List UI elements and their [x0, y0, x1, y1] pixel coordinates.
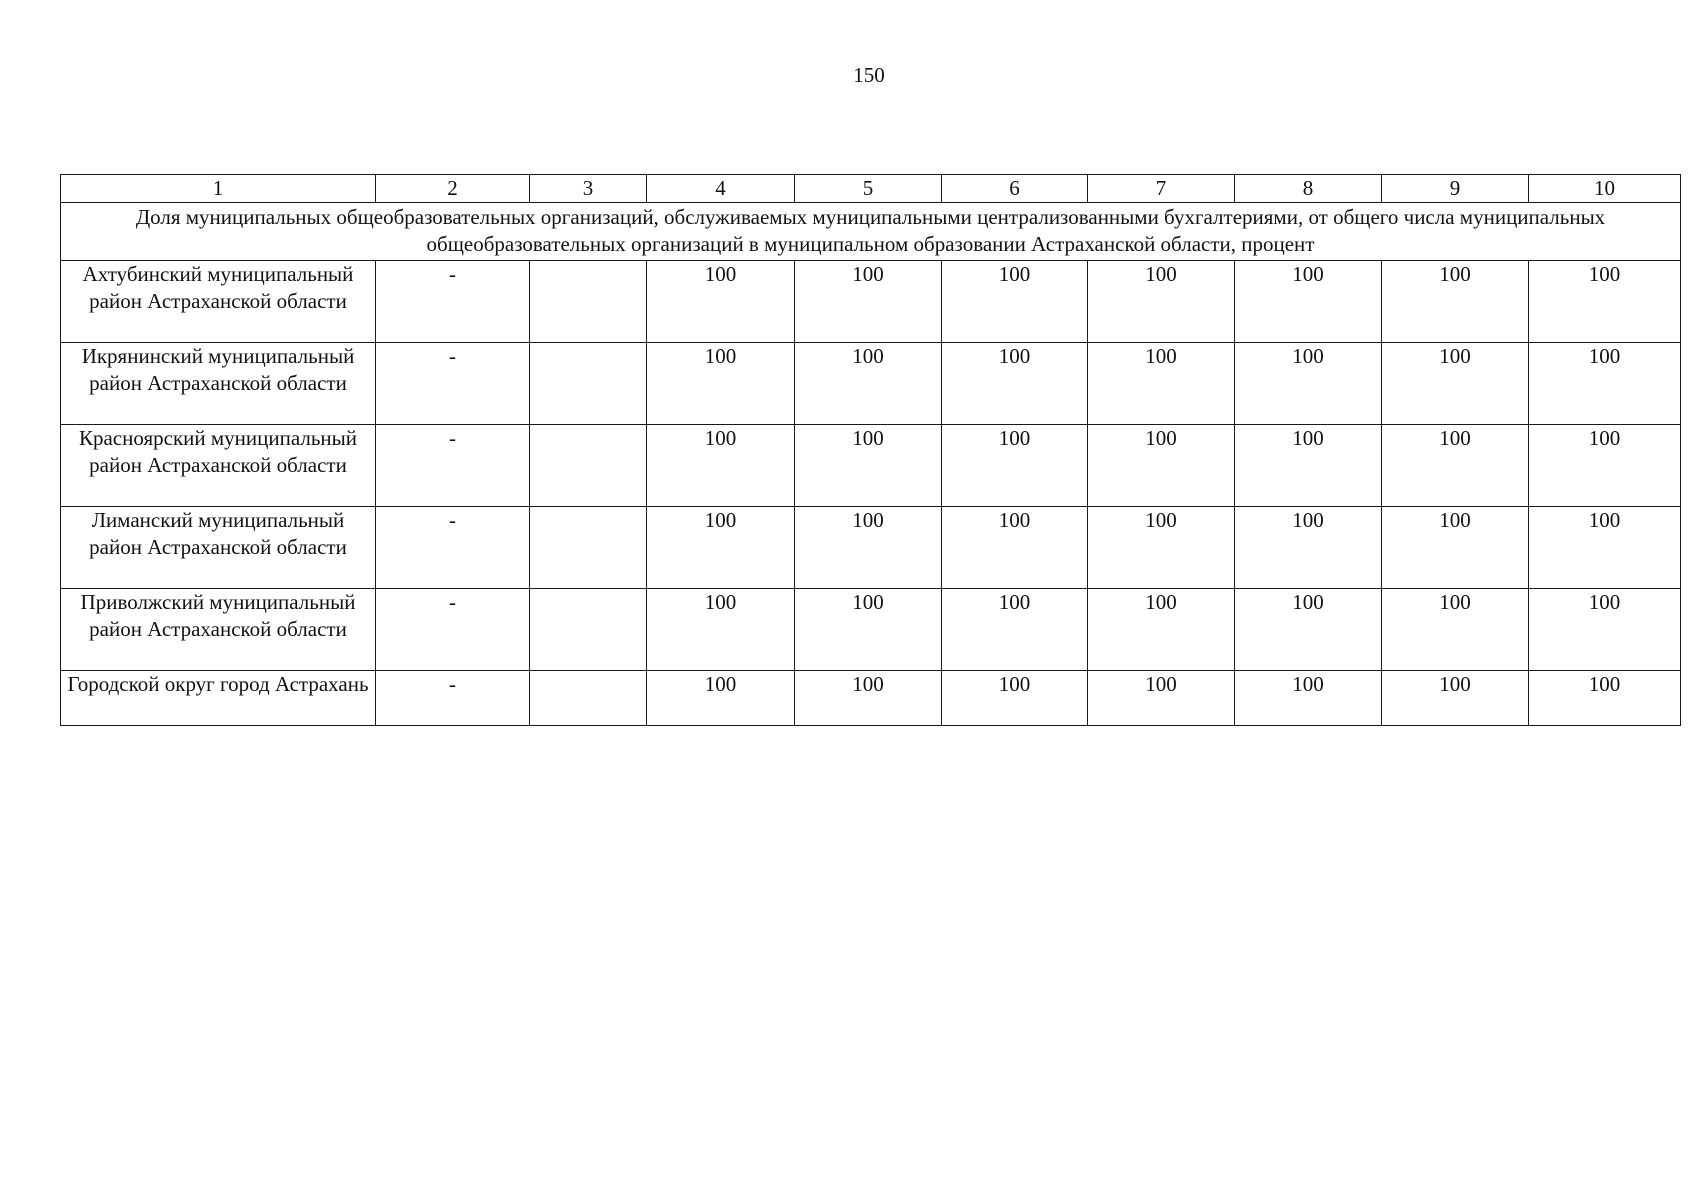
row-name: Приволжский муниципальный район Астраханской области [61, 589, 376, 671]
table-cell [530, 671, 647, 726]
table-row [61, 343, 1681, 425]
table-cell [530, 425, 647, 507]
table-cell: - [376, 343, 530, 425]
table-cell: 100 [795, 589, 942, 671]
table-cell: 100 [647, 261, 795, 343]
table-cell: - [376, 671, 530, 726]
table-cell: 100 [942, 507, 1088, 589]
column-number: 2 [376, 175, 530, 203]
table-cell: 100 [1529, 671, 1681, 726]
table-cell: 100 [1529, 507, 1681, 589]
table-cell: 100 [942, 425, 1088, 507]
column-number: 9 [1382, 175, 1529, 203]
table-cell: 100 [795, 343, 942, 425]
row-name: Красноярский муниципальный район Астраханской области [61, 425, 376, 507]
table-cell: 100 [1088, 507, 1235, 589]
table-cell: 100 [647, 343, 795, 425]
table-row [61, 507, 1681, 589]
table-cell: - [376, 589, 530, 671]
table-cell: 100 [1088, 261, 1235, 343]
table-cell: 100 [795, 671, 942, 726]
table-cell: 100 [1088, 671, 1235, 726]
table-cell: 100 [1382, 671, 1529, 726]
column-number-row [61, 175, 1681, 203]
table-cell: 100 [1529, 589, 1681, 671]
column-number: 4 [647, 175, 795, 203]
column-number: 10 [1529, 175, 1681, 203]
row-name: Икрянинский муниципальный район Астраханской области [61, 343, 376, 425]
column-number: 8 [1235, 175, 1382, 203]
column-number: 7 [1088, 175, 1235, 203]
table-cell: 100 [942, 343, 1088, 425]
table-cell: 100 [647, 425, 795, 507]
table-row [61, 425, 1681, 507]
table-cell: 100 [1382, 261, 1529, 343]
column-number: 5 [795, 175, 942, 203]
table-cell: 100 [1088, 343, 1235, 425]
table-cell: 100 [942, 589, 1088, 671]
row-name: Ахтубинский муниципальный район Астраханской области [61, 261, 376, 343]
table-row [61, 589, 1681, 671]
table-cell: 100 [1235, 589, 1382, 671]
row-name: Городской округ город Астрахань [61, 671, 376, 726]
table-cell: 100 [795, 507, 942, 589]
table-cell: - [376, 507, 530, 589]
table-cell: 100 [795, 425, 942, 507]
table-cell: 100 [1382, 425, 1529, 507]
table-cell: 100 [1235, 671, 1382, 726]
table-cell [530, 589, 647, 671]
table-cell: 100 [1382, 343, 1529, 425]
table-cell: 100 [1088, 425, 1235, 507]
column-number: 6 [942, 175, 1088, 203]
column-number: 1 [61, 175, 376, 203]
table-cell: 100 [647, 507, 795, 589]
table-cell: 100 [1382, 589, 1529, 671]
indicator-table [60, 174, 1681, 726]
table-cell: - [376, 425, 530, 507]
table-cell: 100 [942, 671, 1088, 726]
document-table-container [60, 174, 1680, 726]
table-cell: 100 [795, 261, 942, 343]
table-cell: 100 [1529, 425, 1681, 507]
table-cell [530, 261, 647, 343]
section-title-row [61, 203, 1681, 261]
table-cell: 100 [1235, 425, 1382, 507]
column-number: 3 [530, 175, 647, 203]
table-cell: 100 [1529, 261, 1681, 343]
page-number: 150 [853, 63, 885, 87]
table-cell: 100 [1235, 507, 1382, 589]
table-cell: 100 [1382, 507, 1529, 589]
table-cell: 100 [647, 671, 795, 726]
table-cell: 100 [1235, 343, 1382, 425]
row-name: Лиманский муниципальный район Астраханской области [61, 507, 376, 589]
table-cell: 100 [942, 261, 1088, 343]
table-cell: 100 [1529, 343, 1681, 425]
table-cell: 100 [647, 589, 795, 671]
table-cell: 100 [1235, 261, 1382, 343]
table-row [61, 671, 1681, 726]
table-cell: 100 [1088, 589, 1235, 671]
table-cell [530, 507, 647, 589]
table-row [61, 261, 1681, 343]
table-cell [530, 343, 647, 425]
table-cell: - [376, 261, 530, 343]
section-title: Доля муниципальных общеобразовательных организаций, обслуживаемых муниципальными централизованными бухгалтериями, от общего числа муниципальных общеобразовательных организаций в муниципальном образовании Астраханской области, процент [61, 203, 1681, 261]
